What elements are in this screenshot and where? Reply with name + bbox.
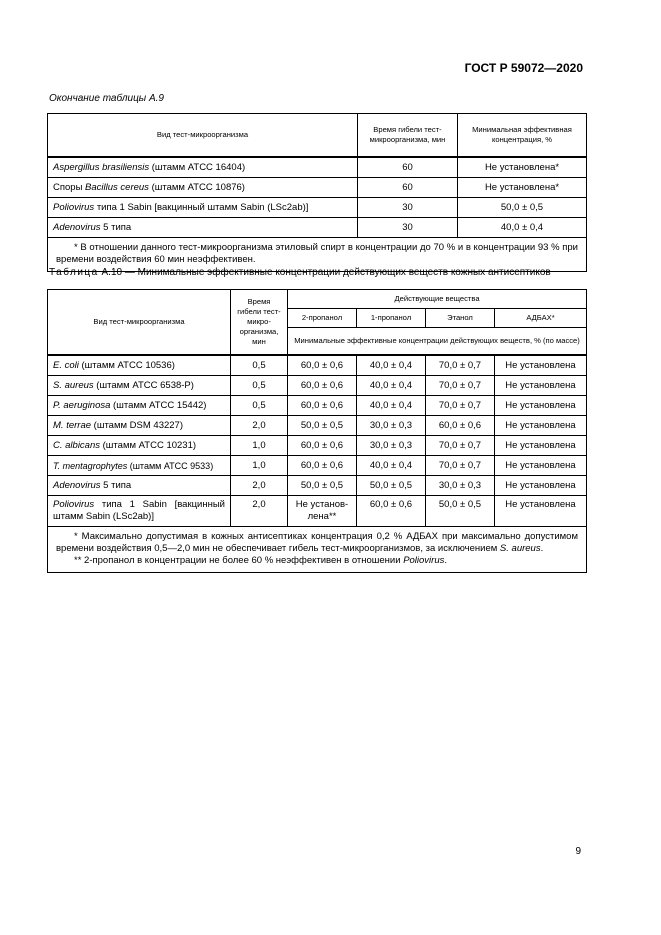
- time-cell: 60: [358, 178, 458, 198]
- footnote-text: .: [444, 555, 448, 566]
- organism-strain: (штамм DSM 43227): [91, 420, 184, 431]
- footnote-text: * В отношении данного тест-микроорганизма этиловый спирт в концентрации до 70 % и в концентрации 93 % при времени воздействия 60 мин неэффективен.: [56, 242, 578, 265]
- table-row: [48, 436, 587, 456]
- col-header-substances: Действующие вещества: [288, 290, 587, 309]
- organism-name: Adenovirus: [53, 222, 101, 233]
- col-header-organism: Вид тест-микроорганизма: [48, 290, 231, 356]
- footnote-text: ** 2-пропанол в концентрации не более 60 % неэффективен в отношении: [74, 555, 404, 566]
- organism-cell: [48, 496, 231, 527]
- col-header-1-propanol: 1-пропанол: [357, 309, 426, 328]
- value-cell: Не установлена: [495, 416, 587, 436]
- value-cell: 70,0 ± 0,7: [426, 456, 495, 476]
- footnote-adbac: [56, 531, 578, 555]
- value-cell: Не установлена: [495, 355, 587, 376]
- organism-name: Adenovirus: [53, 480, 101, 491]
- organism-cell: [48, 218, 358, 238]
- table-row: [48, 476, 587, 496]
- table-row: [48, 396, 587, 416]
- concentration-cell: 40,0 ± 0,4: [458, 218, 587, 238]
- table-footnote-row: [48, 527, 587, 573]
- organism-prefix: Споры: [53, 182, 86, 193]
- time-cell: 30: [358, 198, 458, 218]
- organism-strain: 5 типа: [100, 480, 132, 491]
- table-row: [48, 157, 587, 178]
- value-cell: 70,0 ± 0,7: [426, 355, 495, 376]
- value-cell: 70,0 ± 0,7: [426, 376, 495, 396]
- organism-strain: (штамм ATCC 9533): [127, 460, 214, 471]
- organism-strain: (штамм ATCC 16404): [149, 162, 246, 173]
- time-cell: 60: [358, 157, 458, 178]
- time-cell: 1,0: [231, 456, 288, 476]
- value-cell: 60,0 ± 0,6: [288, 456, 357, 476]
- concentration-cell: Не установлена*: [458, 178, 587, 198]
- value-cell: 70,0 ± 0,7: [426, 436, 495, 456]
- table-a10: [47, 289, 587, 573]
- organism-cell: [48, 198, 358, 218]
- organism-cell: [48, 416, 231, 436]
- value-cell: Не установлена: [495, 476, 587, 496]
- table-row: [48, 416, 587, 436]
- organism-name: C. albicans: [53, 440, 100, 451]
- value-cell: 30,0 ± 0,3: [426, 476, 495, 496]
- time-cell: 0,5: [231, 376, 288, 396]
- value-cell: Не установлена: [495, 376, 587, 396]
- time-cell: 30: [358, 218, 458, 238]
- col-header-mec: Минимальные эффективные концентрации действующих веществ, % (по массе): [288, 328, 587, 356]
- time-cell: 0,5: [231, 396, 288, 416]
- organism-cell: [48, 355, 231, 376]
- footnote-organism: Poliovirus: [403, 555, 445, 566]
- table-row: [48, 456, 587, 476]
- concentration-cell: 50,0 ± 0,5: [458, 198, 587, 218]
- table-a9: [47, 113, 587, 272]
- value-cell: Не установлена: [495, 436, 587, 456]
- table-header-row: [48, 114, 587, 158]
- organism-name: E. coli: [53, 360, 79, 371]
- footnote-propanol: [56, 555, 578, 567]
- organism-cell: [48, 456, 231, 476]
- value-cell: 40,0 ± 0,4: [357, 376, 426, 396]
- table-header-row: [48, 290, 587, 309]
- organism-strain: (штамм ATCC 10231): [100, 440, 197, 451]
- organism-name: Poliovirus: [53, 499, 95, 510]
- document-code: ГОСТ Р 59072—2020: [464, 61, 583, 75]
- footnote-organism: S. aureus: [499, 543, 541, 554]
- organism-strain: (штамм ATCC 15442): [110, 400, 207, 411]
- concentration-cell: Не установлена*: [458, 157, 587, 178]
- value-cell: Не установлена: [495, 496, 587, 527]
- value-cell: Не установ-лена**: [288, 496, 357, 527]
- organism-cell: [48, 396, 231, 416]
- caption-prefix: Таблица: [49, 267, 99, 278]
- organism-name: M. terrae: [53, 420, 92, 431]
- table-row: [48, 355, 587, 376]
- value-cell: 60,0 ± 0,6: [288, 376, 357, 396]
- table-row: [48, 198, 587, 218]
- time-cell: 2,0: [231, 496, 288, 527]
- organism-cell: [48, 436, 231, 456]
- organism-name: T. mentagrophytes: [53, 460, 128, 471]
- value-cell: Не установлена: [495, 396, 587, 416]
- col-header-time: Время гибели тест-микроорганизма, мин: [358, 114, 458, 158]
- organism-strain: (штамм ATCC 10876): [148, 182, 245, 193]
- col-header-2-propanol: 2-пропанол: [288, 309, 357, 328]
- time-cell: 2,0: [231, 476, 288, 496]
- organism-strain: (штамм ATCC 10536): [78, 360, 175, 371]
- value-cell: 40,0 ± 0,4: [357, 355, 426, 376]
- time-cell: 0,5: [231, 355, 288, 376]
- value-cell: 60,0 ± 0,6: [288, 396, 357, 416]
- table-row: [48, 496, 587, 527]
- value-cell: 60,0 ± 0,6: [288, 436, 357, 456]
- col-header-organism: Вид тест-микроорганизма: [48, 114, 358, 158]
- table-row: [48, 376, 587, 396]
- value-cell: 50,0 ± 0,5: [426, 496, 495, 527]
- time-cell: 1,0: [231, 436, 288, 456]
- value-cell: 30,0 ± 0,3: [357, 436, 426, 456]
- organism-strain: 5 типа: [100, 222, 132, 233]
- value-cell: Не установлена: [495, 456, 587, 476]
- page-number: 9: [575, 846, 581, 857]
- value-cell: 70,0 ± 0,7: [426, 396, 495, 416]
- table-row: [48, 218, 587, 238]
- value-cell: 40,0 ± 0,4: [357, 456, 426, 476]
- value-cell: 30,0 ± 0,3: [357, 416, 426, 436]
- col-header-concentration: Минимальная эффективная концентрация, %: [458, 114, 587, 158]
- value-cell: 60,0 ± 0,6: [426, 416, 495, 436]
- organism-strain: типа 1 Sabin [вакцинный штамм Sabin (LSc2ab)]: [53, 499, 225, 522]
- organism-cell: [48, 376, 231, 396]
- organism-strain: (штамм ATCC 6538-P): [93, 380, 194, 391]
- footnote-text: .: [540, 543, 544, 554]
- col-header-adbac: АДБАХ*: [495, 309, 587, 328]
- table-footnote: [48, 527, 587, 573]
- time-cell: 2,0: [231, 416, 288, 436]
- organism-name: Poliovirus: [53, 202, 95, 213]
- organism-cell: [48, 476, 231, 496]
- value-cell: 50,0 ± 0,5: [288, 416, 357, 436]
- value-cell: 50,0 ± 0,5: [357, 476, 426, 496]
- organism-cell: [48, 157, 358, 178]
- col-header-ethanol: Этанол: [426, 309, 495, 328]
- value-cell: 60,0 ± 0,6: [357, 496, 426, 527]
- footnote-text: * Максимально допустимая в кожных антисептиках концентрация 0,2 % АДБАХ при максимально допустимом времени воздействия 0,5—2,0 мин не обеспечивает гибель тест-микроорганизмов, за исключением: [56, 531, 579, 554]
- organism-name: P. aeruginosa: [53, 400, 111, 411]
- value-cell: 60,0 ± 0,6: [288, 355, 357, 376]
- organism-strain: типа 1 Sabin [вакцинный штамм Sabin (LSc2ab)]: [94, 202, 309, 213]
- caption-text: А.10 — Минимальные эффективные концентрации действующих веществ кожных антисептиков: [98, 267, 551, 278]
- organism-name: Bacillus cereus: [85, 182, 149, 193]
- value-cell: 50,0 ± 0,5: [288, 476, 357, 496]
- table-continuation-caption: Окончание таблицы А.9: [49, 93, 164, 104]
- col-header-time: Время гибели тест-микро-организма, мин: [231, 290, 288, 356]
- organism-name: Aspergillus brasiliensis: [53, 162, 150, 173]
- table-a10-caption: [49, 267, 551, 278]
- table-row: [48, 178, 587, 198]
- organism-name: S. aureus: [53, 380, 94, 391]
- organism-cell: [48, 178, 358, 198]
- value-cell: 40,0 ± 0,4: [357, 396, 426, 416]
